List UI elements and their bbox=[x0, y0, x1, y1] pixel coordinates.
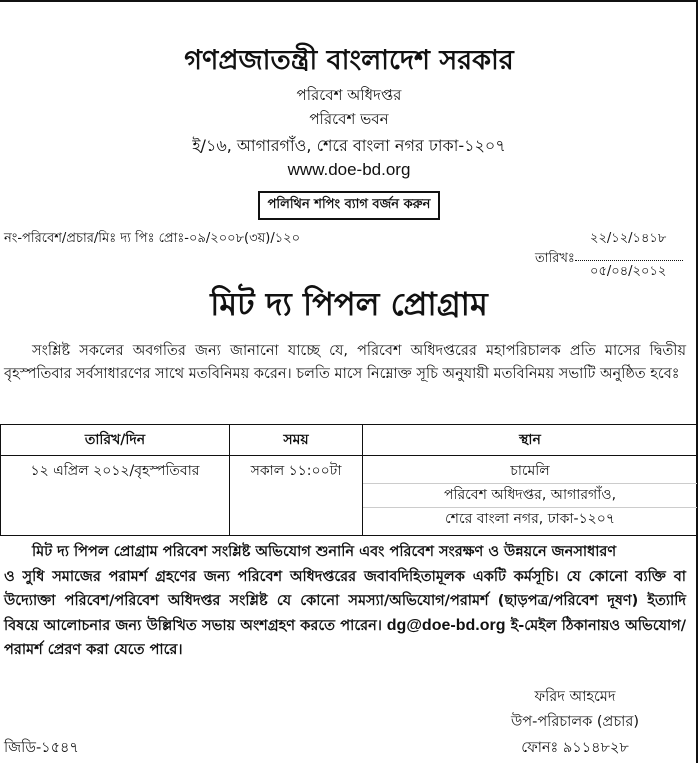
slogan-text: পলিথিন শপিং ব্যাগ বর্জন করুন bbox=[258, 191, 441, 220]
office-address: ই/১৬, আগারগাঁও, শেরে বাংলা নগর ঢাকা-১২০৭ bbox=[192, 136, 506, 155]
cell-place bbox=[363, 456, 698, 536]
description-first-line: মিট দ্য পিপল প্রোগ্রাম পরিবেশ সংশ্লিষ্ট অভিযোগ শুনানি এবং পরিবেশ সংরক্ষণ ও উন্নয়নে জনসাধারণ bbox=[32, 544, 617, 560]
table-row bbox=[1, 456, 698, 536]
gd-code: জিডি-১৫৪৭ bbox=[4, 740, 79, 756]
description-body: ও সুধি সমাজের পরামর্শ গ্রহণের জন্য পরিবেশ অধিদপ্তরের জবাবদিহিতামূলক একটি কর্মসূচি। যে কোনো ব্যক্তি বা উদ্যোক্তা পরিবেশ/পরিবেশ অধিদপ্তর সংশ্লিষ্ট যে কোনো সমস্যা/অভিযোগ/পরামর্শ (ছাড়পত্র/পরিবেশ দূষণ) ইত্যাদি বিষয়ে আলোচনার জন্য উল্লিখিত সভায় অংশগ্রহণ করতে পারেন। bbox=[4, 568, 686, 634]
date-english: ০৫/০৪/২০১২ bbox=[590, 264, 667, 279]
memo-number: নং-পরিবেশ/প্রচার/মিঃ দ্য পিঃ প্রোঃ-০৯/২০০৮(৩য়)/১২০ bbox=[4, 231, 301, 246]
building-name: পরিবেশ ভবন bbox=[309, 110, 389, 128]
signatory-name: ফরিদ আহমেদ bbox=[534, 689, 616, 705]
department-name: পরিবেশ অধিদপ্তর bbox=[296, 86, 402, 104]
signatory-phone: ফোনঃ ৯১১৪৮২৮ bbox=[521, 740, 629, 756]
date-label: তারিখঃ bbox=[535, 251, 575, 266]
header-place: স্থান bbox=[363, 425, 698, 456]
government-heading: গণপ্রজাতন্ত্রী বাংলাদেশ সরকার bbox=[184, 45, 514, 76]
contact-email[interactable]: dg@doe-bd.org bbox=[386, 616, 506, 634]
slogan-box bbox=[0, 191, 698, 220]
header-time: সময় bbox=[230, 425, 363, 456]
intro-paragraph: সংশ্লিষ্ট সকলের অবগতির জন্য জানানো যাচ্ছে যে, পরিবেশ অধিদপ্তরের মহাপরিচালক প্রতি মাসের দ্বিতীয় বৃহস্পতিবার সর্বসাধারণের সাথে মতবিনিময় করেন। চলতি মাসে নিম্নোক্ত সূচি অনুযায়ী মতবিনিময় সভাটি অনুষ্ঠিত হবেঃ bbox=[4, 343, 686, 382]
schedule-table bbox=[0, 424, 698, 536]
date-divider bbox=[575, 260, 683, 261]
notice-title: মিট দ্য পিপল প্রোগ্রাম bbox=[210, 285, 488, 323]
cell-date: ১২ এপ্রিল ২০১২/বৃহস্পতিবার bbox=[1, 456, 230, 536]
signatory-designation: উপ-পরিচালক (প্রচার) bbox=[510, 714, 640, 730]
cell-time: সকাল ১১:০০টা bbox=[230, 456, 363, 536]
header-date: তারিখ/দিন bbox=[1, 425, 230, 456]
program-description bbox=[4, 540, 686, 663]
email-note: ই-মেইল ঠিকানায়ও অভিযোগ/পরামর্শ প্রেরণ করা যেতে পারে। bbox=[4, 617, 687, 658]
place-line: শেরে বাংলা নগর, ঢাকা-১২০৭ bbox=[363, 507, 697, 531]
place-line: পরিবেশ অধিদপ্তর, আগারগাঁও, bbox=[363, 483, 697, 507]
place-line: চামেলি bbox=[510, 463, 550, 479]
date-bangla: ২২/১২/১৪১৮ bbox=[590, 231, 667, 246]
website-link[interactable]: www.doe-bd.org bbox=[287, 160, 411, 179]
